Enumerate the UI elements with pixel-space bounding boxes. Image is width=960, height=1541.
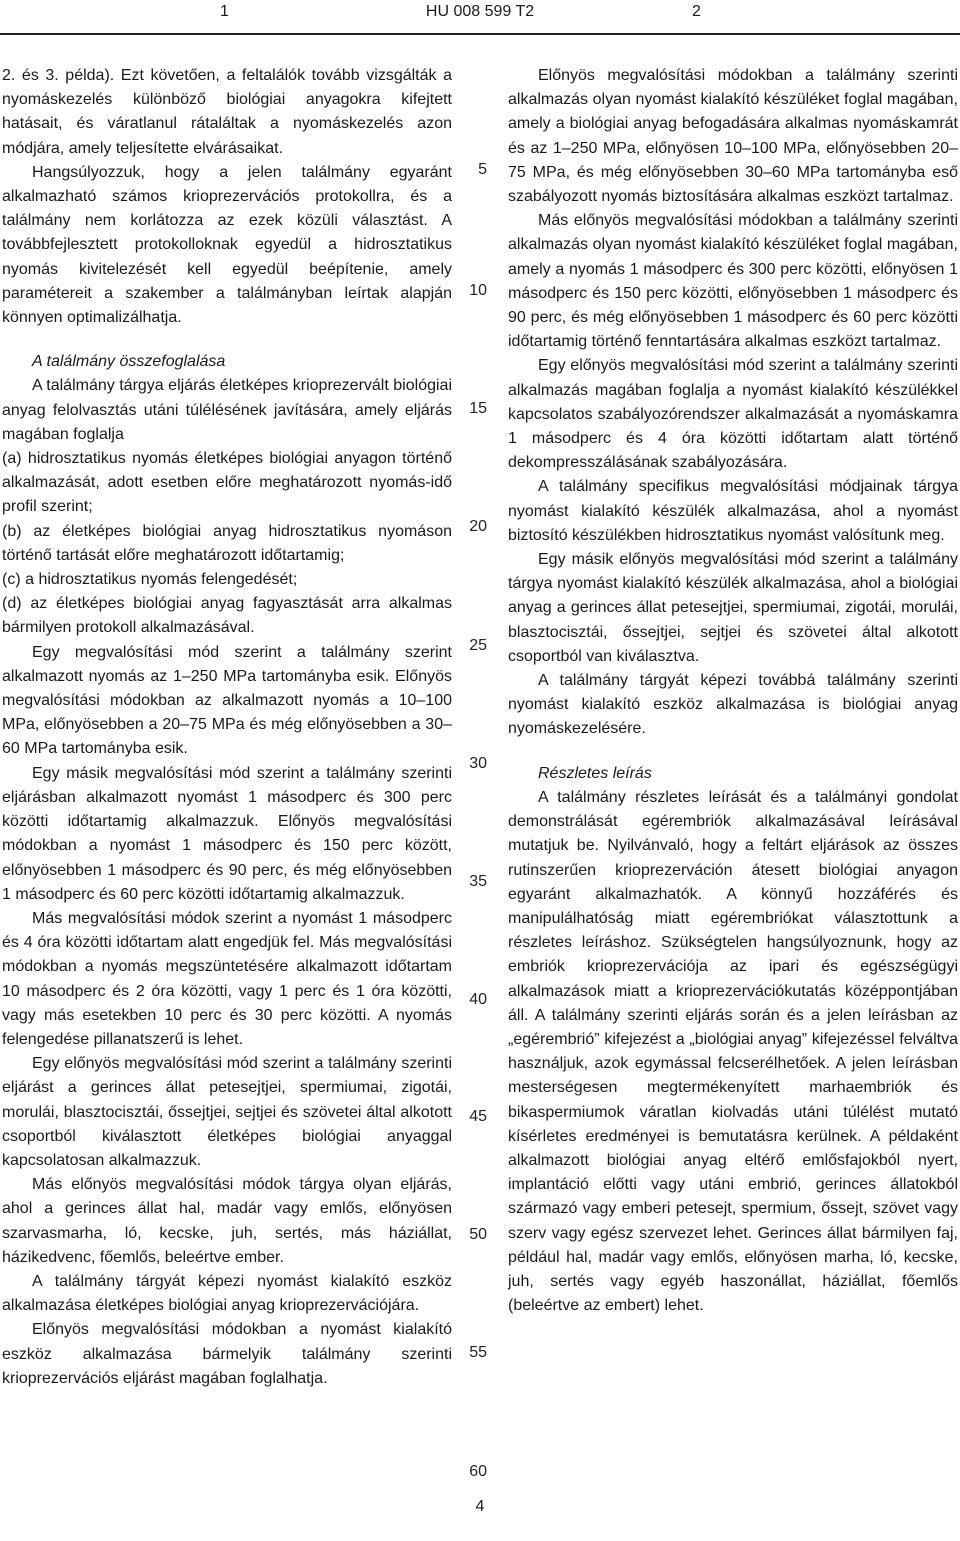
header-patent-number: HU 008 599 T2 (425, 3, 535, 20)
section-heading-summary: A találmány összefoglalása (32, 353, 226, 371)
header-page-right: 2 (692, 3, 701, 20)
paragraph: Egy megvalósítási mód szerint a találmány szerint alkalmazott nyomás az 1–250 MPa tartományba esik. Előnyös megvalósítási módokban az alkalmazott nyomás a 10–100 MPa, előnyösebben a 20–75 MPa és még előnyösebben a 30–60 MPa tartományba esik. (2, 643, 452, 758)
paragraph: Egy másik előnyös megvalósítási mód szerint a találmány tárgya nyomást kialakító készülék alkalmazása, ahol a biológiai anyag a gerinces állat petesejtjei, spermiumai, zigotái, morulái, blasztocisztái, őssejtjei, sejtjei és szövetei által alkotott csoportból van kiválasztva. (508, 551, 958, 665)
claim-step-c: (c) a hidrosztatikus nyomás felengedését; (2, 571, 298, 589)
claim-step-d: (d) az életképes biológiai anyag fagyasztását arra alkalmas bármilyen protokoll alkalmazásával. (2, 595, 452, 637)
line-number: 50 (469, 1226, 487, 1243)
paragraph: 2. és 3. példa). Ezt követően, a feltalálók tovább vizsgálták a nyomáskezelés különböző biológiai anyagokra kifejtett hatásait, és váratlanul rátaláltak a nyomáskezelés azon módjára, amely teljesítette elvárásaikat. (2, 67, 452, 157)
line-number: 60 (469, 1463, 487, 1480)
claim-step-b: (b) az életképes biológiai anyag hidrosztatikus nyomáson történő tartását előre meghatározott időtartamig; (2, 522, 452, 564)
line-number: 45 (469, 1108, 487, 1125)
line-number: 25 (469, 637, 487, 654)
claim-step-a: (a) hidrosztatikus nyomás életképes biológiai anyagon történő alkalmazását, adott esetben előre meghatározott nyomás-idő profil szerint; (2, 450, 452, 516)
paragraph: Más előnyös megvalósítási módok tárgya olyan eljárás, ahol a gerinces állat hal, madár vagy emlős, előnyösen szarvasmarha, ló, kecske, juh, sertés, más háziállat, házikedvenc, főemlős, beleértve ember. (2, 1176, 452, 1266)
paragraph: A találmány tárgya eljárás életképes krioprezervált biológiai anyag felolvasztás utáni túlélésének javítására, amely eljárás magában foglalja (2, 377, 452, 443)
line-number: 35 (469, 873, 487, 890)
section-heading-detailed-description: Részletes leírás (538, 764, 652, 782)
right-column (508, 64, 958, 1318)
paragraph: Más megvalósítási módok szerint a nyomást 1 másodperc és 4 óra közötti időtartam alatt engedjük fel. Más megvalósítási módokban a nyomás megszüntetésére alkalmazott időtartam 10 másodperc és 2 óra közötti, vagy 1 perc és 1 óra közötti, vagy más esetekben 10 perc és 30 perc közötti. A nyomás felengedése pillanatszerű is lehet. (2, 909, 452, 1048)
header-rule (0, 33, 960, 35)
header-page-left: 1 (220, 3, 229, 20)
line-number: 40 (469, 991, 487, 1008)
page-number: 4 (475, 1498, 485, 1515)
paragraph: A találmány részletes leírását és a találmányi gondolat demonstrálását egérembriók alkalmazásával leírásával mutatjuk be. Nyilvánvaló, hogy a feltárt eljárások az összes rutinszerűen krioprezerváción átesett biológiai anyagon egyaránt alkalmazhatók. A könnyű hozzáférés és manipulálhatóság miatt egérembriókat választottunk a részletes leíráshoz. Szükségtelen hangsúlyoznunk, hogy az embriók krioprezervációja az ipari és egészségügyi alkalmazások miatt a krioprezervációkutatás középpontjában áll. A találmány szerinti eljárás során és a jelen leírásban az „egérembrió” kifejezést a „biológiai anyag” kifejezéssel felváltva használjuk, azok egymással felcserélhetőek. A jelen leírásban mesterségesen megtermékenyített marhaembriók és bikaspermiumok váratlan kiolvadás utáni túlélést mutató kísérletes eredményei is bemutatásra kerülnek. A példaként alkalmazott biológiai anyag eltérő emlősfajokból nyert, implantáció előtti vagy utáni embrió, gerinces állatokból származó vagy emberi petesejt, spermium, őssejt, szövet vagy szerv vagy egész szervezet lehet. Gerinces állat bármilyen faj, például hal, madár vagy emlős, előnyösen marha, ló, kecske, juh, sertés vagy egyéb haszonállat, háziállat, főemlős (beleértve az embert) lehet. (508, 788, 958, 1315)
paragraph: Előnyös megvalósítási módokban a találmány szerinti alkalmazás olyan nyomást kialakító készüléket foglal magában, amely a biológiai anyag befogadására alkalmas nyomáskamrát és az 1–250 MPa, előnyösen 10–100 MPa, előnyösebben 20–75 MPa, és még előnyösebben 30–60 MPa tartományba eső szabályozott nyomás biztosítására alkalmas eszközt tartalmaz. (508, 67, 958, 206)
line-number: 15 (469, 400, 487, 417)
paragraph: A találmány tárgyát képezi nyomást kialakító eszköz alkalmazása életképes biológiai anyag krioprezervációjára. (2, 1272, 452, 1315)
left-column (2, 64, 452, 1391)
line-number: 20 (469, 518, 487, 535)
paragraph: Egy előnyös megvalósítási mód szerint a találmány szerinti eljárást a gerinces állat petesejtjei, spermiumai, zigotái, morulái, blasztocisztái, őssejtjei, sejtjei és szövetei által alkotott csoportból kiválasztott életképes biológiai anyaggal kapcsolatosan alkalmazzuk. (2, 1055, 452, 1169)
line-number: 30 (469, 755, 487, 772)
paragraph: Előnyös megvalósítási módokban a nyomást kialakító eszköz alkalmazása bármelyik találmány szerinti krioprezervációs eljárást magában foglalhatja. (2, 1321, 452, 1387)
paragraph: A találmány tárgyát képezi továbbá találmány szerinti nyomást kialakító eszköz alkalmazása is biológiai anyag nyomáskezelésére. (508, 672, 958, 738)
paragraph: Egy másik megvalósítási mód szerint a találmány szerinti eljárásban alkalmazott nyomást 1 másodperc és 300 perc közötti időtartamig alkalmazzuk. Előnyös megvalósítási módokban a nyomást 1 másodperc és 150 perc között, előnyösebben 1 másodperc és 90 perc, és még előnyösebben 1 másodperc és 60 perc közötti időtartamig alkalmazzuk. (2, 764, 452, 903)
line-number: 5 (478, 161, 487, 178)
paragraph: Egy előnyös megvalósítási mód szerint a találmány szerinti alkalmazás magában foglalja a nyomást kialakító készülékkel kapcsolatos szabályozórendszer alkalmazását a nyomáskamra 1 másodperc és 4 óra közötti időtartam alatt történő dekompresszálásának szabályozására. (508, 357, 958, 472)
line-number: 10 (469, 282, 487, 299)
paragraph: A találmány specifikus megvalósítási módjainak tárgya nyomást kialakító készülék alkalmazása, ahol a nyomást biztosító készülékben hidrosztatikus nyomást valósítunk meg. (508, 478, 958, 544)
paragraph: Más előnyös megvalósítási módokban a találmány szerinti alkalmazás olyan nyomást kialakító készüléket foglal magában, amely a nyomás 1 másodperc és 300 perc közötti, előnyösen 1 másodperc és 150 perc közötti, előnyösebben 1 másodperc és 90 perc, és még előnyösebben 1 másodperc és 60 perc közötti időtartamig történő fenntartására alkalmas eszközt tartalmaz. (508, 212, 958, 351)
line-number: 55 (469, 1344, 487, 1361)
paragraph: Hangsúlyozzuk, hogy a jelen találmány egyaránt alkalmazható számos krioprezervációs protokollra, és a találmány nem korlátozza az ezek közüli választást. A továbbfejlesztett protokolloknak egyedül a hidrosztatikus nyomás kivitelezését kell egyedül beépítenie, amely paramétereit a szakember a találmányban leírtak alapján könnyen optimalizálhatja. (2, 163, 452, 327)
